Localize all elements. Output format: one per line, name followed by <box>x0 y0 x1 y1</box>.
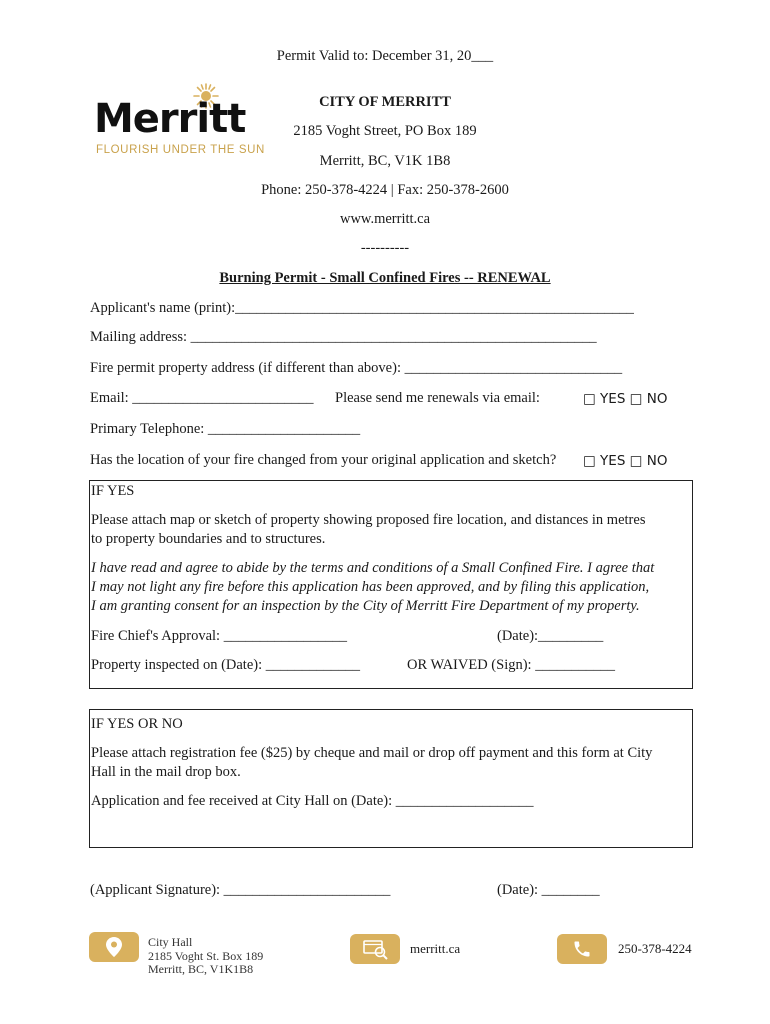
address-line-1: 2185 Voght Street, PO Box 189 <box>293 123 477 139</box>
agreement-line-3 <box>91 598 640 615</box>
fire-property-address-field[interactable]: Fire permit property address (if different than above): ______________________________ <box>90 360 623 376</box>
location-changed-question: Has the location of your fire changed from your original application and sketch? <box>90 452 557 468</box>
applicant-name-field[interactable]: Applicant's name (print):_______________________________________________________ <box>90 300 634 316</box>
location-pin-icon <box>89 932 139 962</box>
location-changed-yes-no-checkboxes[interactable]: □ YES □ NO <box>583 453 668 469</box>
agreement-text-1: I have read and agree to abide by the terms and conditions of a Small Confined Fire. I agree that <box>91 560 655 576</box>
footer-website-link[interactable]: merritt.ca <box>410 941 461 956</box>
agreement-text-3: I am granting consent for an inspection by the City of Merritt Fire Department of my property. <box>91 598 640 614</box>
received-date-field[interactable]: Application and fee received at City Hall on (Date): ___________________ <box>91 793 534 809</box>
merritt-logo <box>90 80 265 160</box>
footer-address-line-1: City Hall <box>148 935 193 949</box>
logo-wordmark: Merritt <box>94 96 246 142</box>
renewals-via-email-label: Please send me renewals via email: <box>335 390 540 406</box>
footer-address-line-3: Merritt, BC, V1K1B8 <box>148 962 254 976</box>
attach-map-line-2: to property boundaries and to structures. <box>91 531 326 547</box>
agreement-text-2: I may not light any fire before this application has been approved, and by filing this application, <box>91 579 650 595</box>
if-yes-heading: IF YES <box>91 483 135 499</box>
approval-date-field[interactable]: (Date):_________ <box>497 628 604 644</box>
org-name: CITY OF MERRITT <box>319 94 451 110</box>
if-yes-or-no-heading: IF YES OR NO <box>91 716 183 732</box>
form-title <box>0 270 770 287</box>
agreement-line-1 <box>91 560 654 577</box>
property-inspected-field[interactable]: Property inspected on (Date): _____________ <box>91 657 361 673</box>
web-icon <box>350 934 400 964</box>
renewals-yes-no-checkboxes[interactable]: □ YES □ NO <box>583 391 668 407</box>
mailing-address-field[interactable]: Mailing address: ________________________________________________________ <box>90 329 597 345</box>
attach-fee-line-2: Hall in the mail drop box. <box>91 764 241 780</box>
attach-map-line-1: Please attach map or sketch of property showing proposed fire location, and distances in metres <box>91 512 646 528</box>
form-title-text: Burning Permit - Small Confined Fires -- RENEWAL <box>219 270 551 286</box>
telephone-field[interactable]: Primary Telephone: _____________________ <box>90 421 361 437</box>
applicant-signature-field[interactable]: (Applicant Signature): _______________________ <box>90 882 391 898</box>
waived-sign-field[interactable]: OR WAIVED (Sign): ___________ <box>407 657 615 673</box>
phone-icon <box>557 934 607 964</box>
attach-fee-line-1: Please attach registration fee ($25) by cheque and mail or drop off payment and this form at City <box>91 745 653 761</box>
permit-valid-to: Permit Valid to: December 31, 20___ <box>276 48 494 64</box>
header-divider: ---------- <box>360 240 410 256</box>
footer-address-line-2: 2185 Voght St. Box 189 <box>148 949 264 963</box>
signature-date-field[interactable]: (Date): ________ <box>497 882 600 898</box>
fire-chief-approval-field[interactable]: Fire Chief's Approval: _________________ <box>91 628 347 644</box>
agreement-line-2 <box>91 579 649 596</box>
address-line-2: Merritt, BC, V1K 1B8 <box>319 153 451 169</box>
footer-phone-number[interactable]: 250-378-4224 <box>618 941 692 956</box>
website-line: www.merritt.ca <box>339 211 431 227</box>
contact-line: Phone: 250-378-4224 | Fax: 250-378-2600 <box>261 182 509 198</box>
logo-tagline: FLOURISH UNDER THE SUN <box>96 144 265 156</box>
email-field[interactable]: Email: _________________________ <box>90 390 314 406</box>
